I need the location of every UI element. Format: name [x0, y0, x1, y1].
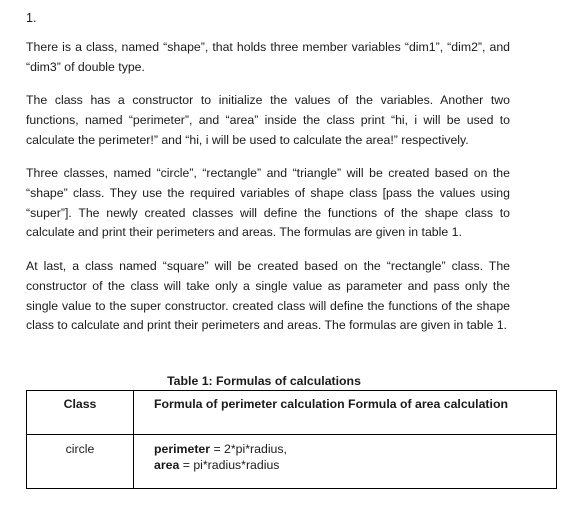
area-formula: [154, 457, 556, 473]
table-caption: [26, 373, 556, 390]
table-caption-text: Table 1: Formulas of calculations: [167, 374, 361, 388]
perimeter-label: perimeter: [154, 442, 211, 456]
table-header-row: [27, 391, 557, 435]
perimeter-expression: = 2*pi*radius,: [210, 442, 287, 456]
header-class: Class: [27, 391, 134, 435]
header-formulas: Formula of perimeter calculation Formula of area calculation: [134, 391, 557, 435]
question-number: 1.: [26, 11, 37, 25]
paragraph-derived-classes: Three classes, named “circle”, “rectangle” and “triangle” will be created based on the “shape” class. They use the required variables of shape class [pass the values using “super”]. The newly created classes will define the functions of the shape class to calculate and print their perimeters and areas. The formulas are given in table 1.: [26, 166, 510, 240]
area-label: area: [154, 458, 180, 472]
perimeter-formula: [154, 441, 556, 457]
table-row: [27, 435, 557, 489]
cell-formulas: [134, 435, 557, 489]
paragraph-constructor: The class has a constructor to initialize the values of the variables. Another two functions, named “perimeter”, and “area” inside the class print “hi, i will be used to calculate the perimeter!” and “hi, i will be used to calculate the area!” respectively.: [26, 93, 510, 147]
paragraph-square-class: At last, a class named “square” will be created based on the “rectangle” class. The constructor of the class will take only a single value as parameter and pass only the single value to the super constructor. created class will define the functions of the shape class to calculate and print their perimeters and areas. The formulas are given in table 1.: [26, 259, 510, 333]
cell-class-name: circle: [27, 435, 134, 489]
area-expression: = pi*radius*radius: [179, 458, 280, 472]
paragraph-shape-class: There is a class, named “shape”, that holds three member variables “dim1”, “dim2”, and “dim3” of double type.: [26, 40, 510, 74]
formulas-table: [26, 390, 557, 489]
